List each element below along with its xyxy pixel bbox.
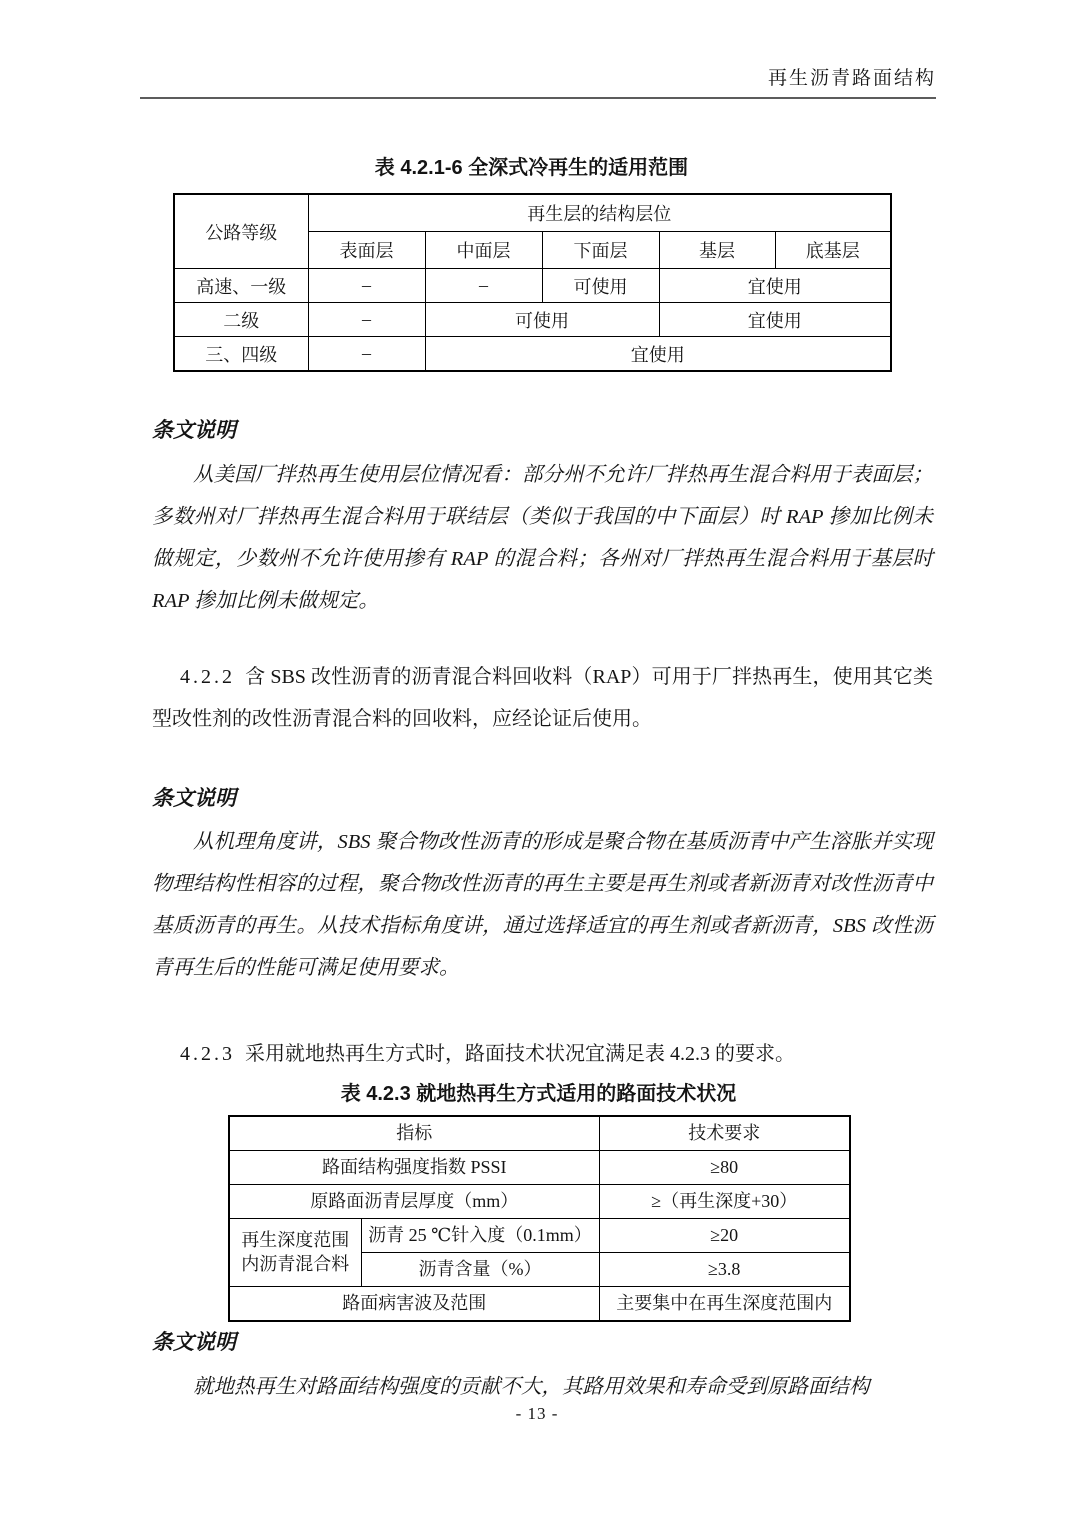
table-cell: ≥3.8 — [599, 1253, 850, 1287]
table-cell: 沥青含量（%） — [361, 1253, 599, 1287]
table1-caption: 表 4.2.1-6 全深式冷再生的适用范围 — [374, 157, 689, 179]
table-cell: 宜使用 — [659, 269, 891, 303]
notes-paragraph: 就地热再生对路面结构强度的贡献不大，其路用效果和寿命受到原路面结构 — [193, 1375, 870, 1398]
table-cell: – — [308, 269, 425, 303]
table-cell: 三、四级 — [174, 337, 308, 372]
table1-header-middle: 中面层 — [425, 232, 542, 269]
running-header — [140, 0, 936, 99]
table1-header-road-grade: 公路等级 — [174, 194, 308, 269]
table-cell: 高速、一级 — [174, 269, 308, 303]
table1-header-surface: 表面层 — [308, 232, 425, 269]
notes-paragraph: 从美国厂拌热再生使用层位情况看：部分州不允许厂拌热再生混合料用于表面层；多数州对厂拌热再生混合料用于联结层（类似于我国的中下面层）时 RAP 掺加比例未做规定，少数州不允许使用掺有 RAP 的混合料；各州对厂拌热再生混合料用于基层时 RAP 掺加比例未做规定。 — [152, 463, 933, 612]
table-cell: 可使用 — [425, 303, 659, 337]
table1-row-expressway — [174, 269, 891, 303]
clause-text: 采用就地热再生方式时，路面技术状况宜满足表 4.2.3 的要求。 — [245, 1043, 795, 1066]
table-cell: ≥20 — [599, 1219, 850, 1253]
table1-header-row-1 — [174, 194, 891, 232]
clause-4-2-2 — [152, 656, 933, 740]
notes-heading: 条文说明 — [152, 785, 236, 810]
notes-heading: 条文说明 — [152, 1330, 236, 1355]
page-content — [152, 99, 933, 1408]
table2-row-pssi — [229, 1151, 850, 1185]
table-cell: 路面结构强度指数 PSSI — [229, 1151, 599, 1185]
clause-text: 含 SBS 改性沥青的沥青混合料回收料（RAP）可用于厂拌热再生，使用其它类型改性剂的改性沥青混合料的回收料，应经论证后使用。 — [152, 665, 933, 730]
table-4-2-3 — [228, 1115, 851, 1322]
table1-row-grade34 — [174, 337, 891, 372]
table2-header-row — [229, 1116, 850, 1151]
clause-number: 4.2.3 — [180, 1043, 235, 1066]
table-cell: – — [308, 303, 425, 337]
table-cell: 宜使用 — [425, 337, 891, 372]
table-cell: 路面病害波及范围 — [229, 1287, 599, 1322]
table2-header-requirement: 技术要求 — [599, 1116, 850, 1151]
table1-header-base: 基层 — [659, 232, 775, 269]
table1-row-grade2 — [174, 303, 891, 337]
clause-number: 4.2.2 — [180, 665, 235, 688]
clause-4-2-3 — [152, 1033, 933, 1075]
table1-header-group: 再生层的结构层位 — [308, 194, 891, 232]
table2-row-penetration — [229, 1219, 850, 1253]
notes-heading: 条文说明 — [152, 418, 236, 442]
running-header-title: 再生沥青路面结构 — [767, 68, 936, 89]
table2-row-distress — [229, 1287, 850, 1322]
table1-header-subbase: 底基层 — [775, 232, 891, 269]
table-cell: 沥青 25 ℃针入度（0.1mm） — [361, 1219, 599, 1253]
table-cell: – — [425, 269, 542, 303]
table-cell: 宜使用 — [659, 303, 891, 337]
table2-caption: 表 4.2.3 就地热再生方式适用的路面技术状况 — [340, 1083, 737, 1106]
table-cell: 可使用 — [542, 269, 659, 303]
table-cell: ≥（再生深度+30） — [599, 1185, 850, 1219]
table2-row-thickness — [229, 1185, 850, 1219]
table-cell: ≥80 — [599, 1151, 850, 1185]
table-cell: – — [308, 337, 425, 372]
table-cell: 主要集中在再生深度范围内 — [599, 1287, 850, 1322]
notes-paragraph: 从机理角度讲，SBS 聚合物改性沥青的形成是聚合物在基质沥青中产生溶胀并实现物理结构性相容的过程，聚合物改性沥青的再生主要是再生剂或者新沥青对改性沥青中基质沥青的再生。从技术指标角度讲，通过选择适宜的再生剂或者新沥青，SBS 改性沥青再生后的性能可满足使用要求。 — [152, 831, 933, 980]
table-cell: 二级 — [174, 303, 308, 337]
table1-header-lower: 下面层 — [542, 232, 659, 269]
table-4-2-1-6 — [173, 193, 892, 372]
table-cell-mixture-group: 再生深度范围内沥青混合料 — [229, 1219, 361, 1287]
table2-header-indicator: 指标 — [229, 1116, 599, 1151]
page-number: - 13 - — [515, 1404, 559, 1423]
table-cell: 原路面沥青层厚度（mm） — [229, 1185, 599, 1219]
